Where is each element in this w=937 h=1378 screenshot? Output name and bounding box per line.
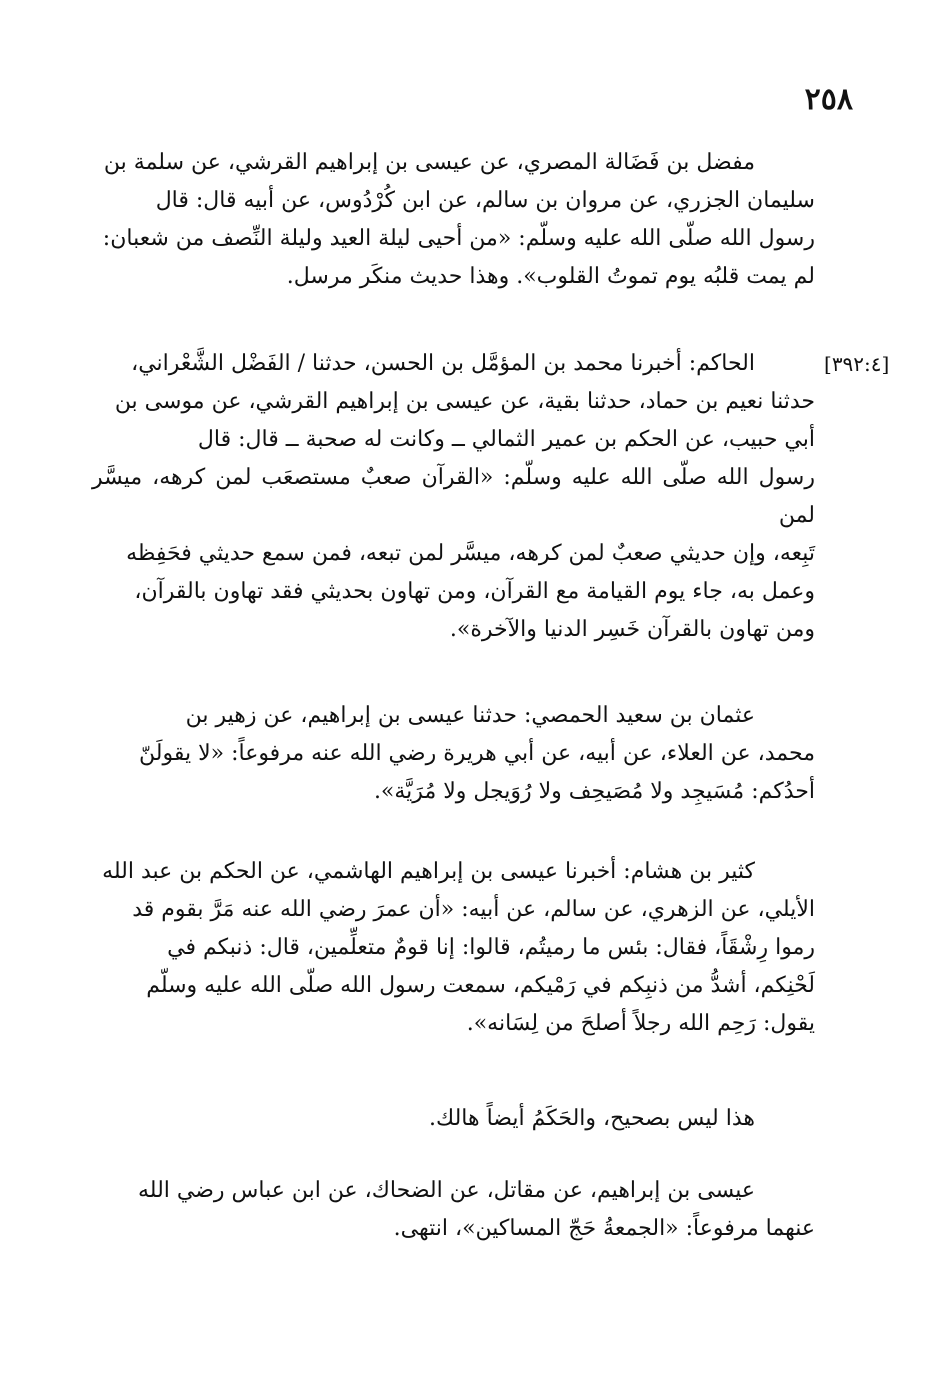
paragraph (92, 1100, 815, 1138)
text-line: عيسى بن إبراهيم، عن مقاتل، عن الضحاك، عن ابن عباس رضي الله (138, 1178, 755, 1203)
paragraph (92, 345, 815, 649)
text-line: عثمان بن سعيد الحمصي: حدثنا عيسى بن إبراهيم، عن زهير بن (185, 703, 755, 728)
text-line: رموا رِشْقَاً، فقال: بئس ما رميتُم، قالوا: إنا قومٌ متعلِّمين، قال: ذنبكم في (167, 935, 815, 960)
page-number: ٢٥٨ (804, 82, 853, 117)
text-line: مفضل بن فَضَالة المصري، عن عيسى بن إبراهيم القرشي، عن سلمة بن (103, 150, 755, 175)
text-line: الأيلي، عن الزهري، عن سالم، عن أبيه: «أن عمرَ رضي الله عنه مَرَّ بقوم قد (132, 897, 815, 922)
text-line: سليمان الجزري، عن مروان بن سالم، عن ابن كُرْدُوس، عن أبيه قال: قال (155, 188, 815, 213)
text-line: حدثنا نعيم بن حماد، حدثنا بقية، عن عيسى بن إبراهيم القرشي، عن موسى بن (114, 389, 815, 414)
text-line: رسول الله صلّى الله عليه وسلّم: «القرآن صعبٌ مستصعَب لمن كرهه، ميسَّر لمن (92, 465, 815, 528)
text-line: الحاكم: أخبرنا محمد بن المؤمَّل بن الحسن، حدثنا / الفَضْل الشَّعْراني، (131, 351, 755, 376)
text-line: لَحْنِكم، أشدُّ من ذنبِكم في رَمْيكم، سمعت رسول الله صلّى الله عليه وسلّم (146, 973, 815, 998)
margin-reference: [٣٩٢:٤] (824, 352, 890, 376)
text-line: تَبِعه، وإن حديثي صعبٌ لمن كرهه، ميسَّر لمن تبعه، فمن سمع حديثي فحَفِظه (126, 541, 815, 566)
text-line: وعمل به، جاء يوم القيامة مع القرآن، ومن تهاون بحديثي فقد تهاون بالقرآن، (134, 579, 815, 604)
paragraph (92, 853, 815, 1043)
text-line: كثير بن هشام: أخبرنا عيسى بن إبراهيم الهاشمي، عن الحكم بن عبد الله (102, 859, 755, 884)
text-line: لم يمت قلبُه يوم تموتُ القلوب». وهذا حديث منكَر مرسل. (286, 264, 815, 289)
text-line: عنهما مرفوعاً: «الجمعةُ حَجّ المساكين»، انتهى. (393, 1216, 815, 1241)
paragraph (92, 144, 815, 296)
text-line: يقول: رَحِم الله رجلاً أصلحَ من لِسَانه». (466, 1011, 815, 1036)
text-line: ومن تهاون بالقرآن خَسِر الدنيا والآخرة». (449, 617, 815, 642)
text-line: أبي حبيب، عن الحكم بن عمير الثمالي ــ وكانت له صحبة ــ قال: قال (197, 427, 815, 452)
paragraph (92, 697, 815, 811)
text-line: أحدُكم: مُسَيجِد ولا مُصَيحِف ولا رُوَيجل ولا مُرَيَّة». (373, 779, 815, 804)
paragraph (92, 1172, 815, 1248)
text-line: رسول الله صلّى الله عليه وسلّم: «من أحيى ليلة العيد وليلة النِّصف من شعبان: (102, 226, 815, 251)
text-line: محمد، عن العلاء، عن أبيه، عن أبي هريرة رضي الله عنه مرفوعاً: «لا يقولَنّ (139, 741, 815, 766)
text-line: هذا ليس بصحيح، والحَكَمُ أيضاً هالك. (429, 1106, 755, 1131)
